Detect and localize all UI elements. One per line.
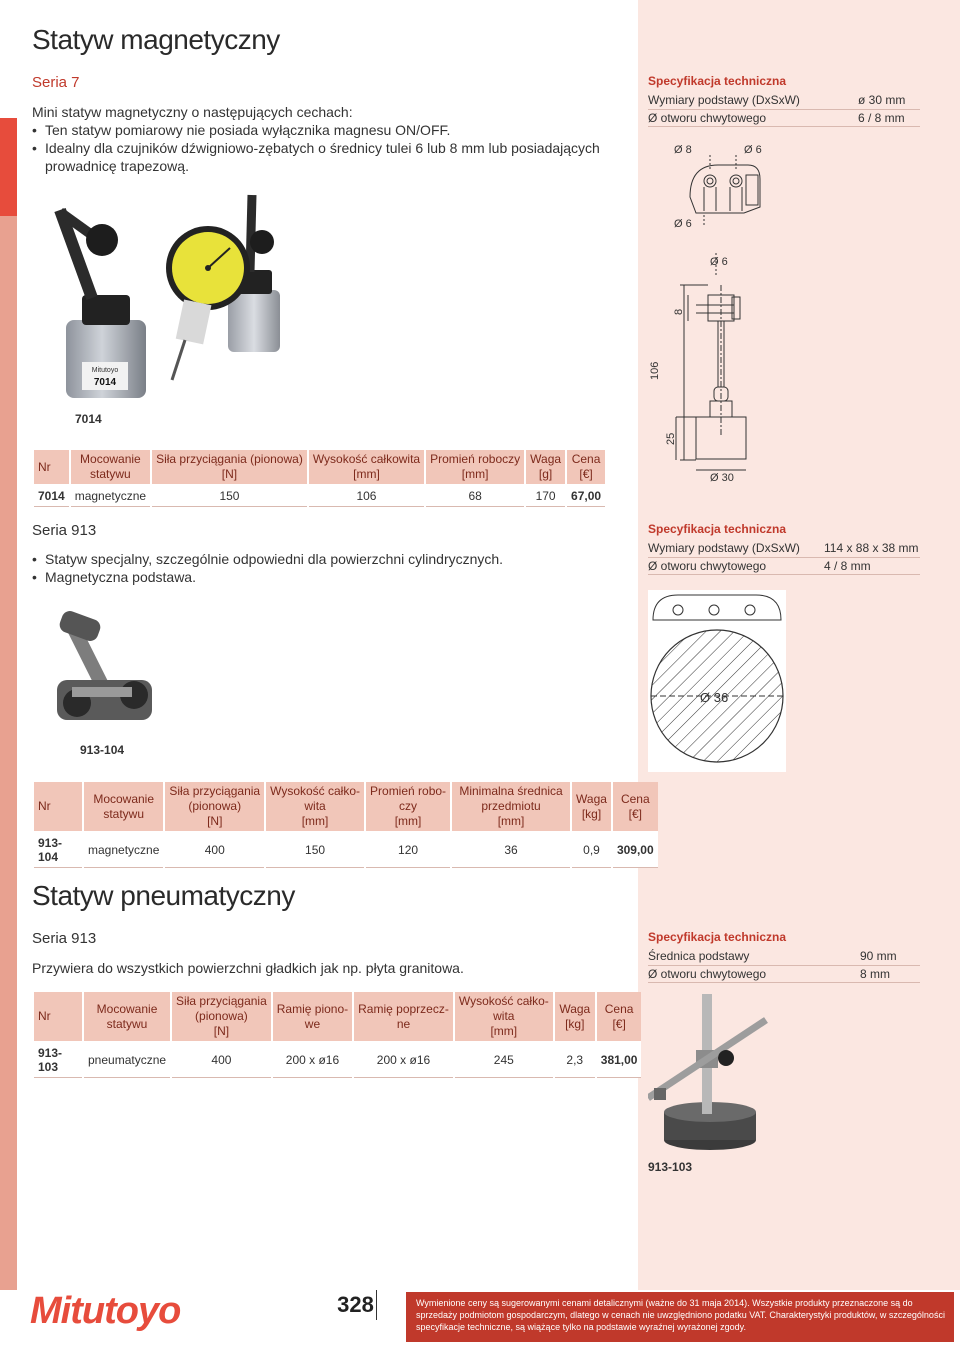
cell: 150 xyxy=(152,484,307,507)
series-label: Seria 7 xyxy=(32,74,80,91)
page-title: Statyw magnetyczny xyxy=(32,24,280,55)
cell: 309,00 xyxy=(613,831,658,868)
col-header: Ramię poprzecz- ne xyxy=(354,992,453,1041)
col-header: Mocowanie statywu xyxy=(84,992,170,1041)
dim-label: Ø 36 xyxy=(700,690,729,705)
spec-value: 6 / 8 mm xyxy=(854,109,920,126)
section-marker xyxy=(0,118,17,216)
product-photo-913-103 xyxy=(648,990,788,1155)
cell: 381,00 xyxy=(597,1041,642,1078)
table-row xyxy=(34,831,658,868)
spec-title: Specyfikacja techniczna xyxy=(648,522,787,536)
product-photo-7014 xyxy=(30,190,290,405)
technical-drawing-913-104 xyxy=(648,590,786,772)
dim-label: Ø 30 xyxy=(710,472,734,484)
col-header: Nr xyxy=(34,782,82,831)
spec-value: 90 mm xyxy=(856,948,920,965)
page-number: 328 xyxy=(335,1290,377,1320)
dim-label: Ø 8 xyxy=(674,144,692,156)
cell: 2,3 xyxy=(555,1041,595,1078)
footer-note: Wymienione ceny są sugerowanymi cenami detalicznymi (ważne do 31 maja 2014). Wszystkie produkty przeznaczone są do sprzedaży podmiotom gospodarczym, dlatego w cenach nie uwzględniono podatku VAT. Charakterystyki produktów, w szczególności specyfikacje techniczne, są wiążące tylko na podstawie wyraźnej wyrażonej zgody. xyxy=(416,1298,945,1332)
series-label: Seria 913 xyxy=(32,522,97,539)
col-header: Siła przyciągania (pionowa) [N] xyxy=(165,782,264,831)
list-item: • Statyw specjalny, szczególnie odpowiedni dla powierzchni cylindrycznych. xyxy=(32,550,602,568)
cell: 68 xyxy=(426,484,524,507)
spec-table xyxy=(648,92,920,127)
col-header: Wysokość całkowita [mm] xyxy=(309,450,424,484)
cell: 245 xyxy=(455,1041,553,1078)
col-header: Nr xyxy=(34,450,69,484)
feature-list xyxy=(32,121,602,175)
section-title: Statyw pneumatyczny xyxy=(32,880,295,911)
intro-text: Przywiera do wszystkich powierzchni gładkich jak np. płyta granitowa. xyxy=(32,960,464,976)
spec-key: Ø otworu chwytowego xyxy=(648,965,856,982)
col-header: Promień roboczy [mm] xyxy=(426,450,524,484)
section-marker-pale xyxy=(0,216,17,1290)
cell: 67,00 xyxy=(567,484,605,507)
product-photo-913-104 xyxy=(32,605,172,735)
col-header: Cena [€] xyxy=(567,450,605,484)
cell: 200 x ø16 xyxy=(354,1041,453,1078)
spec-value: 114 x 88 x 38 mm xyxy=(820,540,920,557)
list-item: • Idealny dla czujników dźwigniowo-zębatych o średnicy tulei 6 lub 8 mm lub posiadających prowadnicę trapezową. xyxy=(32,139,602,175)
series-label: Seria 913 xyxy=(32,930,97,947)
label-number: 7014 xyxy=(93,377,117,388)
photo-caption: 913-104 xyxy=(80,743,125,757)
dim-label: Ø 6 xyxy=(710,256,728,268)
spec-value: 8 mm xyxy=(856,965,920,982)
cell: 106 xyxy=(309,484,424,507)
cell: 150 xyxy=(266,831,364,868)
cell: 913-104 xyxy=(34,831,82,868)
brand-logo: Mitutoyo xyxy=(30,1290,181,1332)
spec-table xyxy=(648,540,920,575)
col-header: Nr xyxy=(34,992,82,1041)
product-table-7014 xyxy=(32,450,607,507)
cell: 400 xyxy=(165,831,264,868)
spec-key: Wymiary podstawy (DxSxW) xyxy=(648,92,854,109)
feature-list xyxy=(32,550,602,586)
col-header: Wysokość całko- wita [mm] xyxy=(455,992,553,1041)
spec-key: Średnica podstawy xyxy=(648,948,856,965)
dim-label: 106 xyxy=(649,361,661,380)
cell: 170 xyxy=(526,484,565,507)
col-header: Mocowanie statywu xyxy=(71,450,150,484)
spec-key: Ø otworu chwytowego xyxy=(648,109,854,126)
col-header: Promień robo- czy [mm] xyxy=(366,782,450,831)
spec-value: 4 / 8 mm xyxy=(820,557,920,574)
dim-label: 25 xyxy=(665,432,677,445)
col-header: Cena [€] xyxy=(597,992,642,1041)
table-row xyxy=(34,1041,641,1078)
col-header: Mocowanie statywu xyxy=(84,782,163,831)
col-header: Waga [kg] xyxy=(572,782,611,831)
cell: 7014 xyxy=(34,484,69,507)
dim-label: Ø 6 xyxy=(744,144,762,156)
cell: 200 x ø16 xyxy=(273,1041,352,1078)
col-header: Siła przyciągania (pionowa) [N] xyxy=(152,450,307,484)
intro-text: Mini statyw magnetyczny o następujących cechach: xyxy=(32,104,353,120)
spec-table xyxy=(648,948,920,983)
dim-label: Ø 6 xyxy=(674,218,692,230)
cell: 36 xyxy=(452,831,570,868)
cell: 400 xyxy=(172,1041,271,1078)
cell: 0,9 xyxy=(572,831,611,868)
col-header: Ramię piono- we xyxy=(273,992,352,1041)
cell: 913-103 xyxy=(34,1041,82,1078)
technical-drawing-7014 xyxy=(648,135,948,490)
spec-value: ø 30 mm xyxy=(854,92,920,109)
spec-title: Specyfikacja techniczna xyxy=(648,930,787,944)
col-header: Wysokość całko- wita [mm] xyxy=(266,782,364,831)
label-brand: Mitutoyo xyxy=(91,367,119,374)
col-header: Siła przyciągania (pionowa) [N] xyxy=(172,992,271,1041)
product-table-913-104 xyxy=(32,782,660,868)
list-item: • Ten statyw pomiarowy nie posiada wyłącznika magnesu ON/OFF. xyxy=(32,121,602,139)
col-header: Cena [€] xyxy=(613,782,658,831)
spec-key: Ø otworu chwytowego xyxy=(648,557,820,574)
product-table-913-103 xyxy=(32,992,643,1078)
col-header: Waga [kg] xyxy=(555,992,595,1041)
cell: magnetyczne xyxy=(71,484,150,507)
dim-label: 8 xyxy=(673,308,685,315)
spec-title: Specyfikacja techniczna xyxy=(648,74,787,88)
cell: magnetyczne xyxy=(84,831,163,868)
table-row xyxy=(34,484,605,507)
list-item: • Magnetyczna podstawa. xyxy=(32,568,602,586)
spec-key: Wymiary podstawy (DxSxW) xyxy=(648,540,820,557)
photo-caption: 913-103 xyxy=(648,1160,693,1174)
cell: 120 xyxy=(366,831,450,868)
col-header: Minimalna średnica przedmiotu [mm] xyxy=(452,782,570,831)
photo-caption: 7014 xyxy=(75,412,102,426)
cell: pneumatyczne xyxy=(84,1041,170,1078)
col-header: Waga [g] xyxy=(526,450,565,484)
